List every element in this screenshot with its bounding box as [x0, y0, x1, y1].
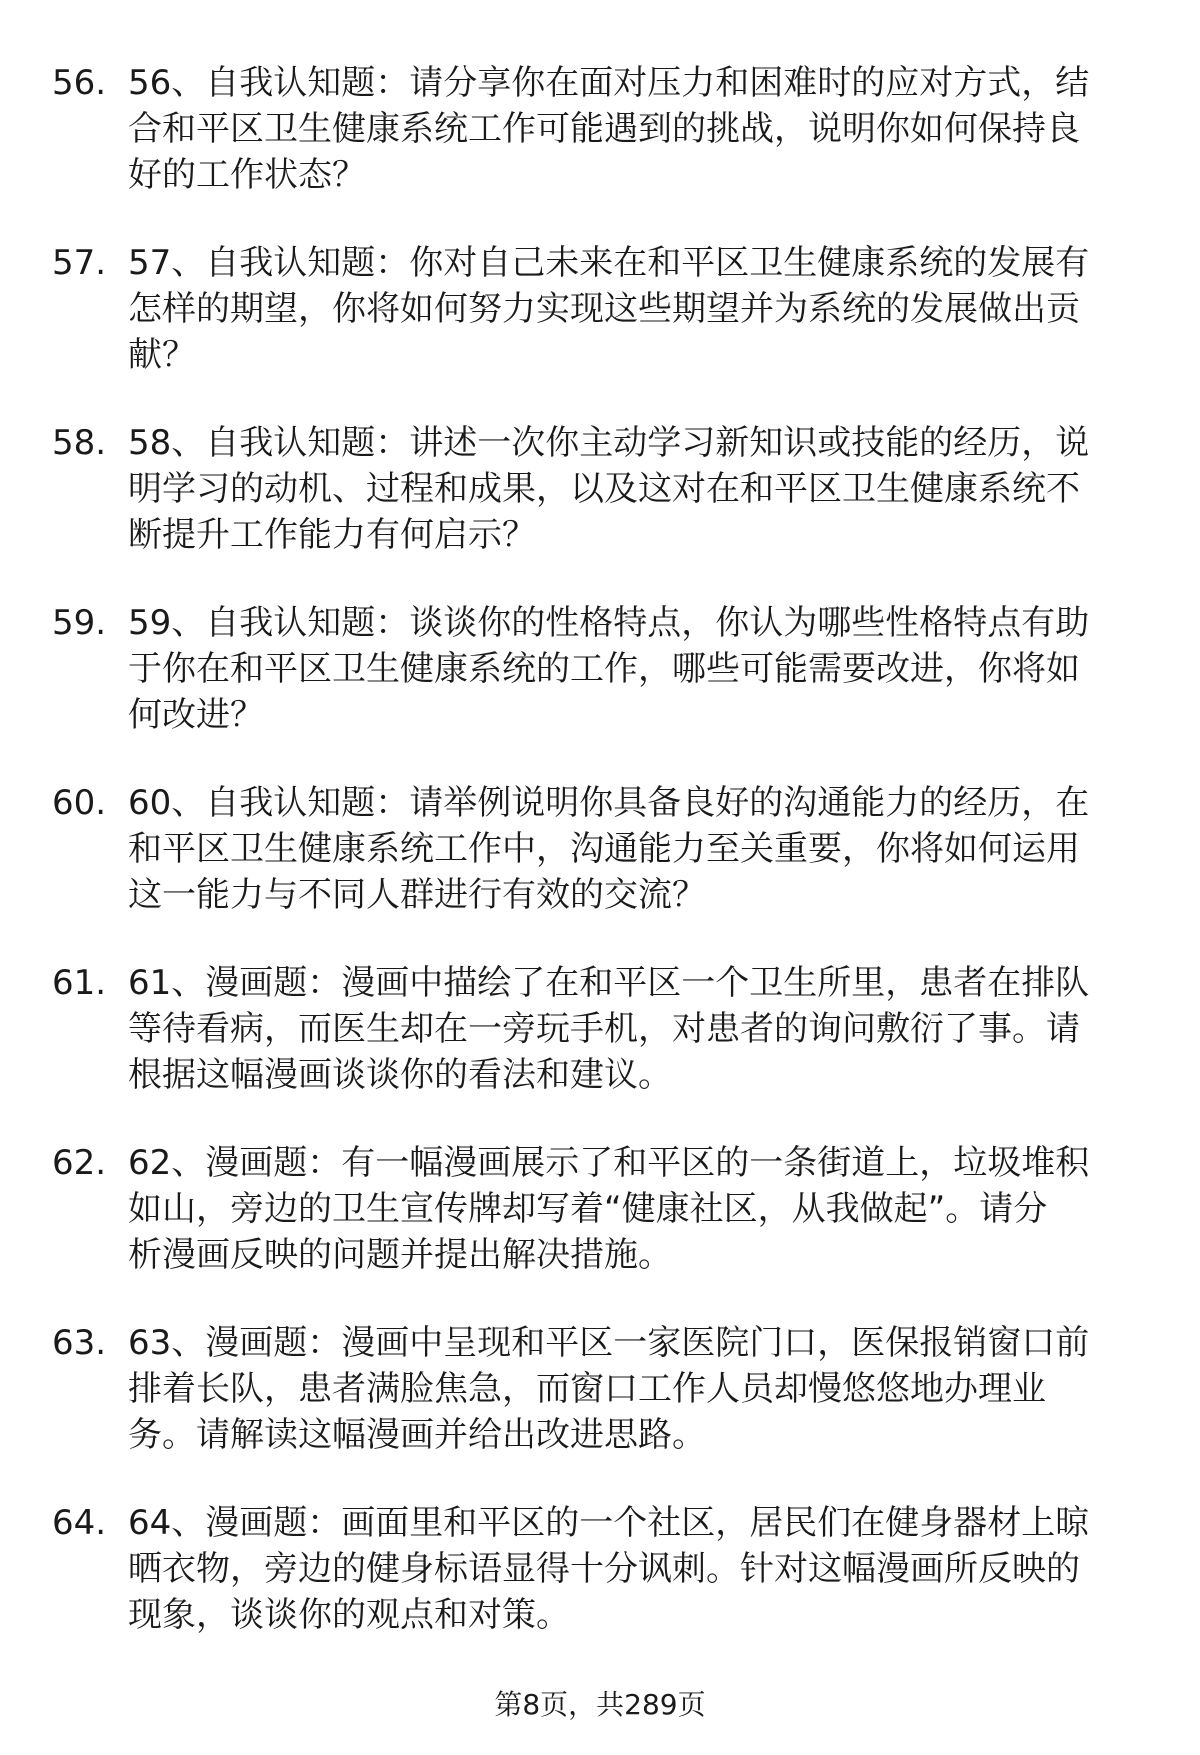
question-text: [128, 60, 1152, 198]
question-line: 如山，旁边的卫生宣传牌却写着“健康社区，从我做起”。请分: [128, 1189, 1048, 1229]
question-line: 务。请解读这幅漫画并给出改进思路。: [128, 1415, 706, 1455]
question-list: [52, 60, 1152, 1680]
question-number: 60.: [52, 783, 107, 823]
question-line: 62、漫画题：有一幅漫画展示了和平区的一条街道上，垃圾堆积: [128, 1143, 1090, 1183]
question-line: 等待看病，而医生却在一旁玩手机，对患者的询问敷衍了事。请: [128, 1009, 1080, 1049]
page-number-label: 第8页，共289页: [494, 1688, 706, 1721]
question-line: 现象，谈谈你的观点和对策。: [128, 1595, 570, 1635]
question-text: [128, 1320, 1152, 1458]
question-number: 62.: [52, 1143, 107, 1183]
question-text: [128, 780, 1152, 918]
question-line: 断提升工作能力有何启示？: [128, 515, 536, 555]
question-line: 献？: [128, 335, 196, 375]
page-footer: [0, 1685, 1200, 1725]
question-number: 64.: [52, 1503, 107, 1543]
question-item: [52, 1140, 1152, 1320]
question-line: 59、自我认知题：谈谈你的性格特点，你认为哪些性格特点有助: [128, 603, 1090, 643]
question-number: 57.: [52, 243, 107, 283]
question-text: [128, 1140, 1152, 1278]
question-line: 析漫画反映的问题并提出解决措施。: [128, 1235, 672, 1275]
question-line: 合和平区卫生健康系统工作可能遇到的挑战，说明你如何保持良: [128, 109, 1080, 149]
question-line: 好的工作状态？: [128, 155, 366, 195]
question-line: 排着长队，患者满脸焦急，而窗口工作人员却慢悠悠地办理业: [128, 1369, 1046, 1409]
question-text: [128, 1500, 1152, 1638]
question-item: [52, 960, 1152, 1140]
question-item: [52, 60, 1152, 240]
question-text: [128, 960, 1152, 1098]
question-number: 58.: [52, 423, 107, 463]
question-line: 57、自我认知题：你对自己未来在和平区卫生健康系统的发展有: [128, 243, 1090, 283]
question-number: 63.: [52, 1323, 107, 1363]
question-line: 和平区卫生健康系统工作中，沟通能力至关重要，你将如何运用: [128, 829, 1080, 869]
question-line: 根据这幅漫画谈谈你的看法和建议。: [128, 1055, 672, 1095]
question-item: [52, 240, 1152, 420]
question-line: 晒衣物，旁边的健身标语显得十分讽刺。针对这幅漫画所反映的: [128, 1549, 1080, 1589]
question-number: 59.: [52, 603, 107, 643]
question-item: [52, 780, 1152, 960]
question-line: 64、漫画题：画面里和平区的一个社区，居民们在健身器材上晾: [128, 1503, 1090, 1543]
question-item: [52, 1500, 1152, 1680]
question-line: 63、漫画题：漫画中呈现和平区一家医院门口，医保报销窗口前: [128, 1323, 1090, 1363]
question-number: 56.: [52, 63, 107, 103]
question-number: 61.: [52, 963, 107, 1003]
question-line: 怎样的期望，你将如何努力实现这些期望并为系统的发展做出贡: [128, 289, 1080, 329]
question-line: 何改进？: [128, 695, 264, 735]
question-line: 56、自我认知题：请分享你在面对压力和困难时的应对方式，结: [128, 63, 1090, 103]
question-item: [52, 420, 1152, 600]
question-text: [128, 600, 1152, 738]
question-line: 这一能力与不同人群进行有效的交流？: [128, 875, 706, 915]
question-line: 61、漫画题：漫画中描绘了在和平区一个卫生所里，患者在排队: [128, 963, 1090, 1003]
question-line: 58、自我认知题：讲述一次你主动学习新知识或技能的经历，说: [128, 423, 1090, 463]
question-text: [128, 240, 1152, 378]
question-item: [52, 600, 1152, 780]
question-line: 明学习的动机、过程和成果，以及这对在和平区卫生健康系统不: [128, 469, 1080, 509]
question-text: [128, 420, 1152, 558]
question-line: 于你在和平区卫生健康系统的工作，哪些可能需要改进，你将如: [128, 649, 1080, 689]
question-line: 60、自我认知题：请举例说明你具备良好的沟通能力的经历，在: [128, 783, 1090, 823]
question-item: [52, 1320, 1152, 1500]
